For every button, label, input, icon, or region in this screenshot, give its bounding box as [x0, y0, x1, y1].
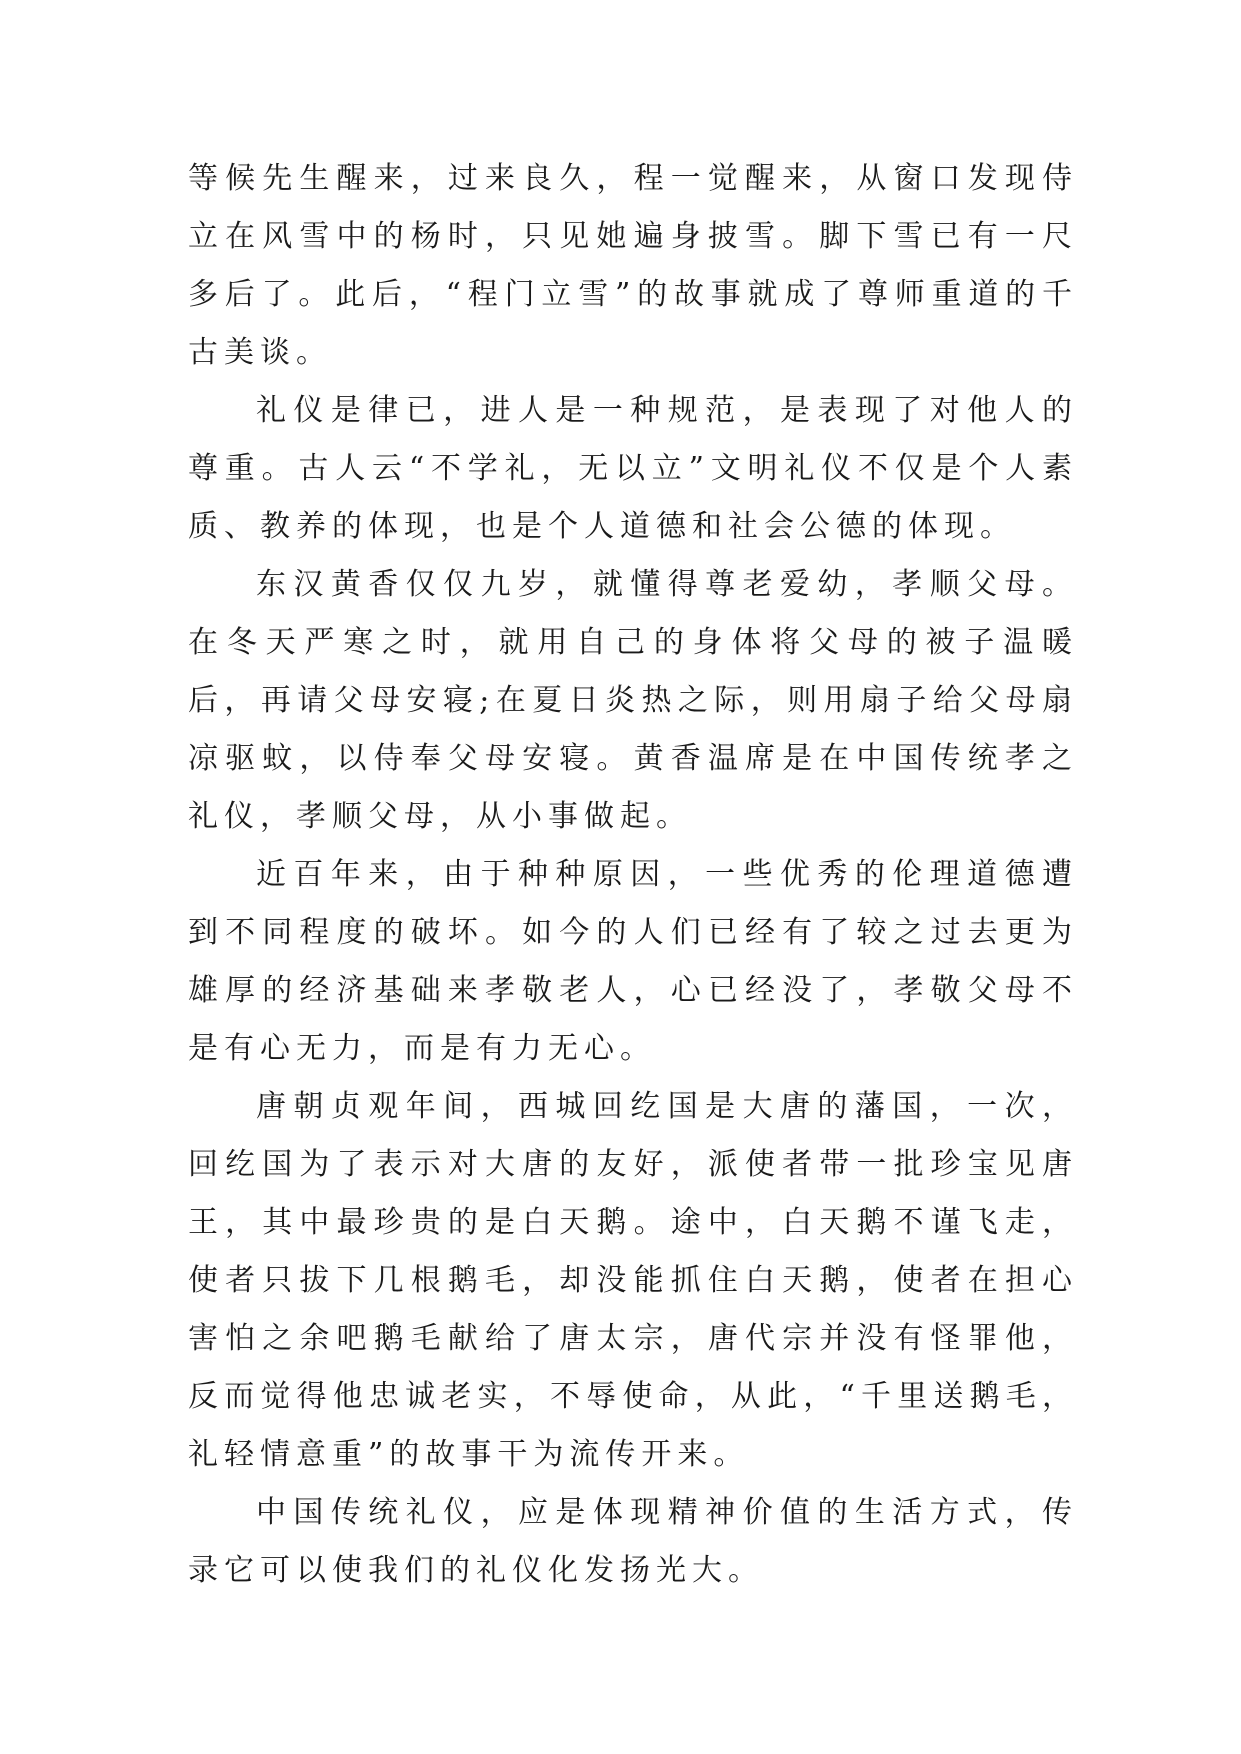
paragraph: 中国传统礼仪，应是体现精神价值的生活方式，传录它可以使我们的礼仪化发扬光大。	[188, 1495, 1078, 1588]
paragraph: 近百年来，由于种种原因，一些优秀的伦理道德遭到不同程度的破坏。如今的人们已经有了较之过去更为雄厚的经济基础来孝敬老人，心已经没了，孝敬父母不是有心无力，而是有力无心。	[188, 857, 1078, 1066]
paragraph-continued: 等候先生醒来，过来良久，程一觉醒来，从窗口发现侍立在风雪中的杨时，只见她遍身披雪。脚下雪已有一尺多后了。此后，“程门立雪”的故事就成了尊师重道的千古美谈。	[188, 161, 1078, 370]
paragraph: 礼仪是律已，进人是一种规范，是表现了对他人的尊重。古人云“不学礼，无以立”文明礼仪不仅是个人素质、教养的体现，也是个人道德和社会公德的体现。	[188, 393, 1078, 544]
paragraph: 东汉黄香仅仅九岁，就懂得尊老爱幼，孝顺父母。在冬天严寒之时，就用自己的身体将父母的被子温暖后，再请父母安寝;在夏日炎热之际，则用扇子给父母扇凉驱蚊，以侍奉父母安寝。黄香温席是在中国传统孝之礼仪，孝顺父母，从小事做起。	[188, 567, 1078, 834]
document-page	[188, 150, 1078, 1600]
paragraph: 唐朝贞观年间，西城回纥国是大唐的藩国，一次，回纥国为了表示对大唐的友好，派使者带一批珍宝见唐王，其中最珍贵的是白天鹅。途中，白天鹅不谨飞走，使者只拔下几根鹅毛，却没能抓住白天鹅，使者在担心害怕之余吧鹅毛献给了唐太宗，唐代宗并没有怪罪他，反而觉得他忠诚老实，不辱使命，从此，“千里送鹅毛，礼轻情意重”的故事干为流传开来。	[188, 1089, 1078, 1472]
